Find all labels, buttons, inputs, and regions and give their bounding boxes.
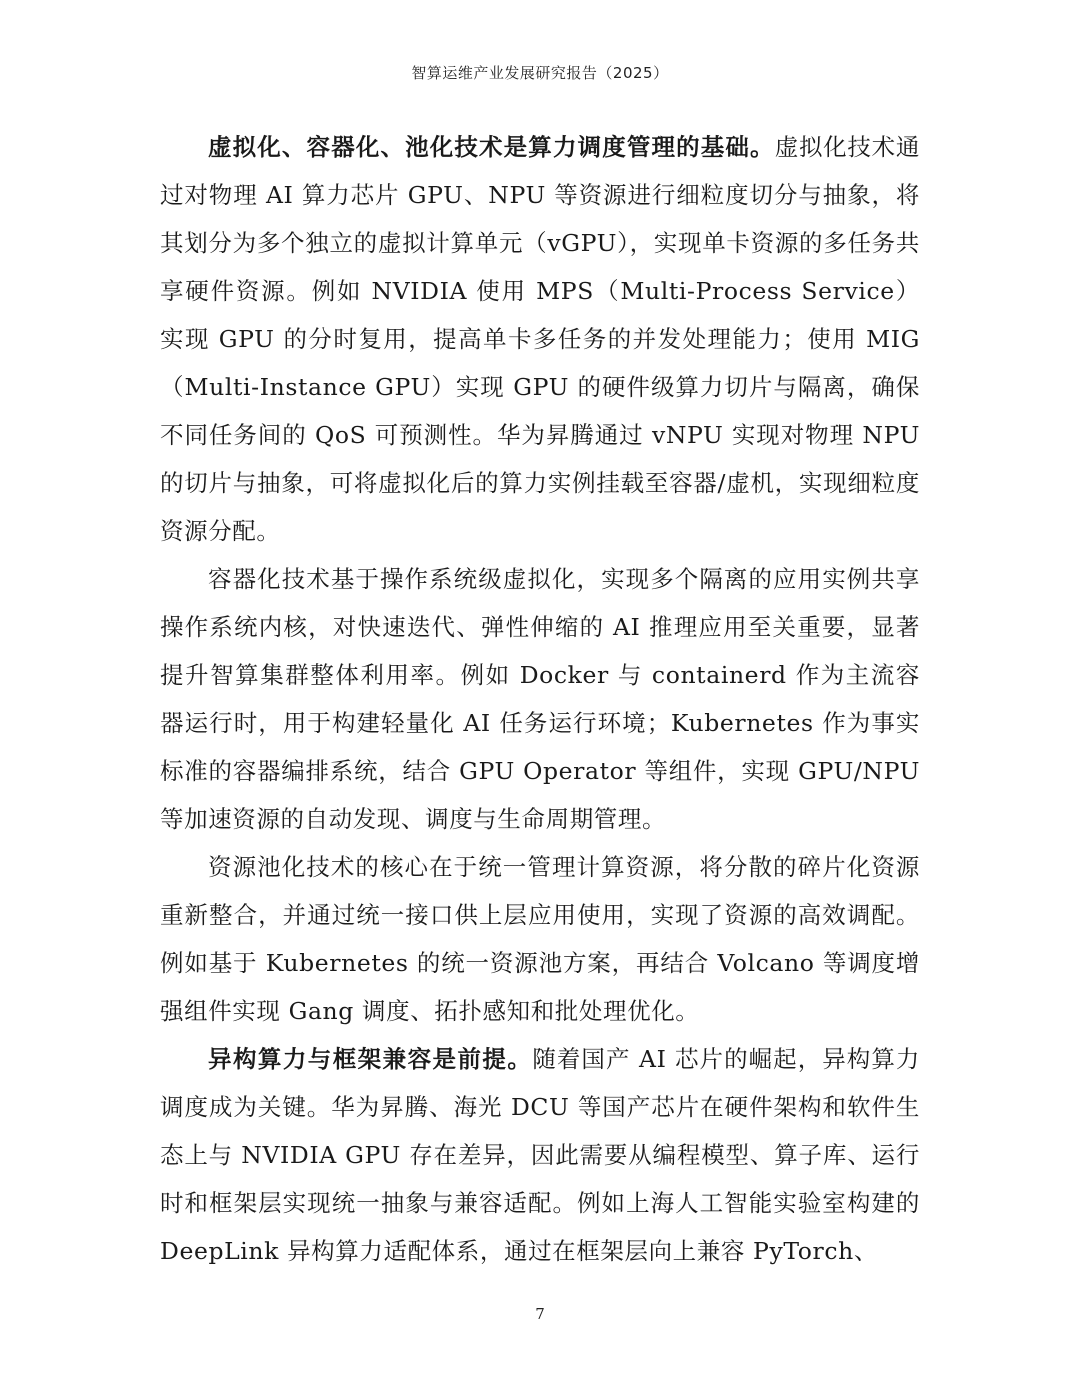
document-body bbox=[160, 123, 920, 1275]
paragraph-virtualization bbox=[160, 123, 920, 555]
page-number: 7 bbox=[535, 1305, 545, 1323]
paragraph-heterogeneous bbox=[160, 1035, 920, 1275]
paragraph-text: 虚拟化技术通过对物理 AI 算力芯片 GPU、NPU 等资源进行细粒度切分与抽象，将其划分为多个独立的虚拟计算单元（vGPU），实现单卡资源的多任务共享硬件资源。例如 NVIDIA 使用 MPS（Multi-Process Service）实现 GPU 的分时复用，提高单卡多任务的并发处理能力；使用 MIG（Multi-Instance GPU）实现 GPU 的硬件级算力切片与隔离，确保不同任务间的 QoS 可预测性。华为昇腾通过 vNPU 实现对物理 NPU 的切片与抽象，可将虚拟化后的算力实例挂载至容器/虚机，实现细粒度资源分配。 bbox=[160, 133, 920, 545]
page-header: 智算运维产业发展研究报告（2025） bbox=[411, 64, 669, 82]
paragraph-text: 资源池化技术的核心在于统一管理计算资源，将分散的碎片化资源重新整合，并通过统一接口供上层应用使用，实现了资源的高效调配。例如基于 Kubernetes 的统一资源池方案，再结合 Volcano 等调度增强组件实现 Gang 调度、拓扑感知和批处理优化。 bbox=[160, 853, 920, 1025]
paragraph-lead: 虚拟化、容器化、池化技术是算力调度管理的基础。 bbox=[208, 133, 775, 161]
paragraph-text: 容器化技术基于操作系统级虚拟化，实现多个隔离的应用实例共享操作系统内核，对快速迭代、弹性伸缩的 AI 推理应用至关重要，显著提升智算集群整体利用率。例如 Docker 与 containerd 作为主流容器运行时，用于构建轻量化 AI 任务运行环境；Kubernetes 作为事实标准的容器编排系统，结合 GPU Operator 等组件，实现 GPU/NPU 等加速资源的自动发现、调度与生命周期管理。 bbox=[160, 565, 920, 833]
paragraph-text: 随着国产 AI 芯片的崛起，异构算力调度成为关键。华为昇腾、海光 DCU 等国产芯片在硬件架构和软件生态上与 NVIDIA GPU 存在差异，因此需要从编程模型、算子库、运行时和框架层实现统一抽象与兼容适配。例如上海人工智能实验室构建的 DeepLink 异构算力适配体系，通过在框架层向上兼容 PyTorch、 bbox=[160, 1045, 921, 1265]
paragraph-containerization bbox=[160, 555, 920, 843]
paragraph-pooling bbox=[160, 843, 920, 1035]
paragraph-lead: 异构算力与框架兼容是前提。 bbox=[208, 1045, 533, 1073]
